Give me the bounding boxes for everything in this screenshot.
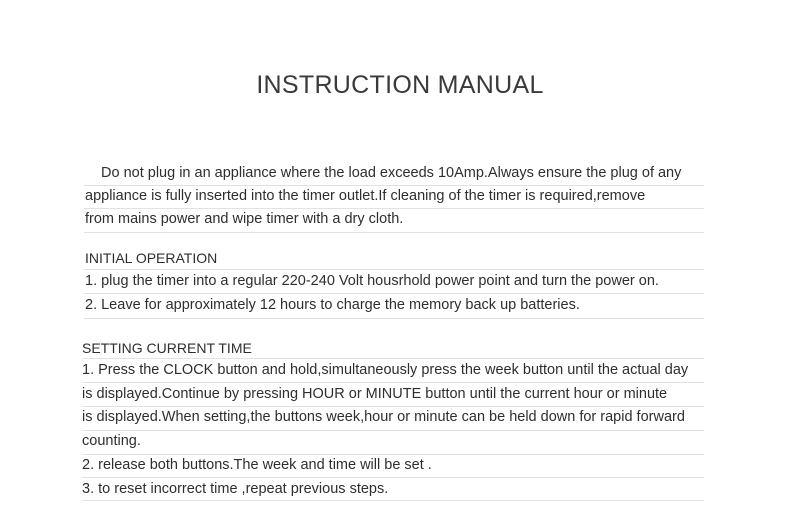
page-title: INSTRUCTION MANUAL: [256, 71, 544, 99]
setting-time-line-2: is displayed.Continue by pressing HOUR or MINUTE button until the current hour or minute: [82, 386, 668, 402]
setting-time-line-4: counting.: [82, 433, 141, 449]
setting-time-line-5: 2. release both buttons.The week and time will be set .: [82, 457, 432, 473]
initial-operation-step-2: 2. Leave for approximately 12 hours to charge the memory back up batteries.: [85, 297, 580, 313]
divider: [82, 430, 704, 431]
setting-time-line-6: 3. to reset incorrect time ,repeat previous steps.: [82, 481, 389, 497]
initial-operation-step-1: 1. plug the timer into a regular 220-240 Volt housrhold power point and turn the power on.: [85, 273, 659, 289]
divider: [84, 232, 704, 233]
divider: [84, 318, 704, 319]
intro-line-2: appliance is fully inserted into the timer outlet.If cleaning of the timer is required,remove: [85, 188, 646, 204]
divider: [82, 500, 704, 501]
setting-time-line-3: is displayed.When setting,the buttons week,hour or minute can be held down for rapid forward: [82, 409, 685, 425]
setting-time-line-1: 1. Press the CLOCK button and hold,simultaneously press the week button until the actual day: [82, 362, 689, 378]
intro-line-1: Do not plug in an appliance where the load exceeds 10Amp.Always ensure the plug of any: [101, 165, 682, 181]
intro-line-3: from mains power and wipe timer with a dry cloth.: [85, 211, 404, 227]
initial-operation-heading: INITIAL OPERATION: [85, 250, 218, 266]
setting-time-heading: SETTING CURRENT TIME: [82, 340, 252, 356]
